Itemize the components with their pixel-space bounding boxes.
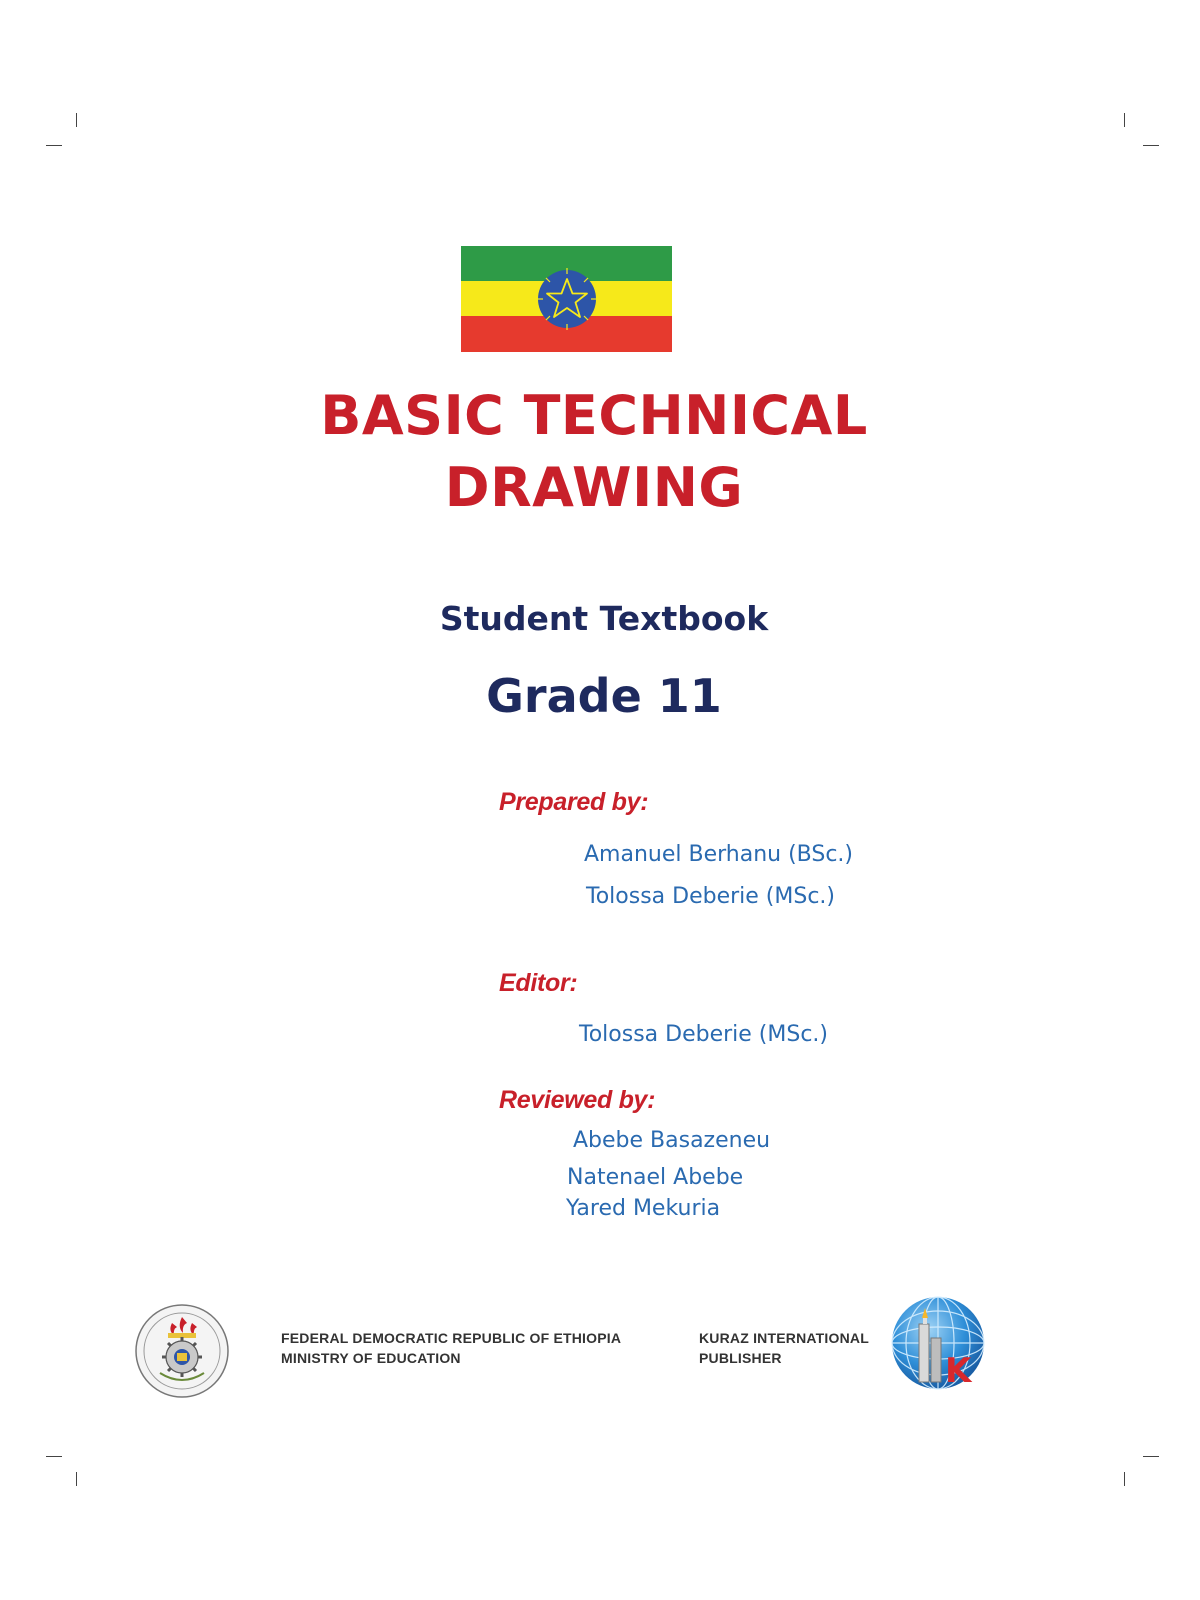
- ministry-line1: FEDERAL DEMOCRATIC REPUBLIC OF ETHIOPIA: [281, 1330, 622, 1346]
- reviewer-name: Natenael Abebe: [567, 1165, 744, 1190]
- author-name: Tolossa Deberie (MSc.): [586, 884, 835, 909]
- editor-label: Editor:: [499, 969, 578, 997]
- ministry-emblem-icon: [134, 1303, 230, 1399]
- crop-mark: [1143, 1456, 1159, 1457]
- crop-mark: [1143, 145, 1159, 146]
- crop-mark: [46, 145, 62, 146]
- book-title-line1: BASIC TECHNICAL: [320, 384, 868, 447]
- reviewed-by-label: Reviewed by:: [499, 1086, 656, 1114]
- kuraz-globe-icon: [889, 1294, 987, 1392]
- crop-mark: [76, 113, 77, 127]
- reviewer-name: Yared Mekuria: [566, 1196, 721, 1221]
- crop-mark: [76, 1472, 77, 1486]
- crop-mark: [1124, 1472, 1125, 1486]
- ministry-text: [281, 1328, 621, 1368]
- prepared-by-label: Prepared by:: [499, 788, 649, 816]
- book-title-line2: DRAWING: [444, 456, 744, 519]
- crop-mark: [46, 1456, 62, 1457]
- author-name: Amanuel Berhanu (BSc.): [584, 842, 854, 867]
- ethiopian-flag: [461, 246, 672, 352]
- editor-name: Tolossa Deberie (MSc.): [579, 1022, 828, 1047]
- publisher-line2: PUBLISHER: [699, 1350, 782, 1366]
- subtitle: Student Textbook: [439, 599, 769, 638]
- reviewer-name: Abebe Basazeneu: [573, 1128, 771, 1153]
- publisher-text: [699, 1328, 869, 1368]
- ministry-line2: MINISTRY OF EDUCATION: [281, 1350, 461, 1366]
- publisher-line1: KURAZ INTERNATIONAL: [699, 1330, 869, 1346]
- svg-text:K: K: [945, 1351, 972, 1391]
- crop-mark: [1124, 113, 1125, 127]
- grade-label: Grade 11: [486, 669, 722, 723]
